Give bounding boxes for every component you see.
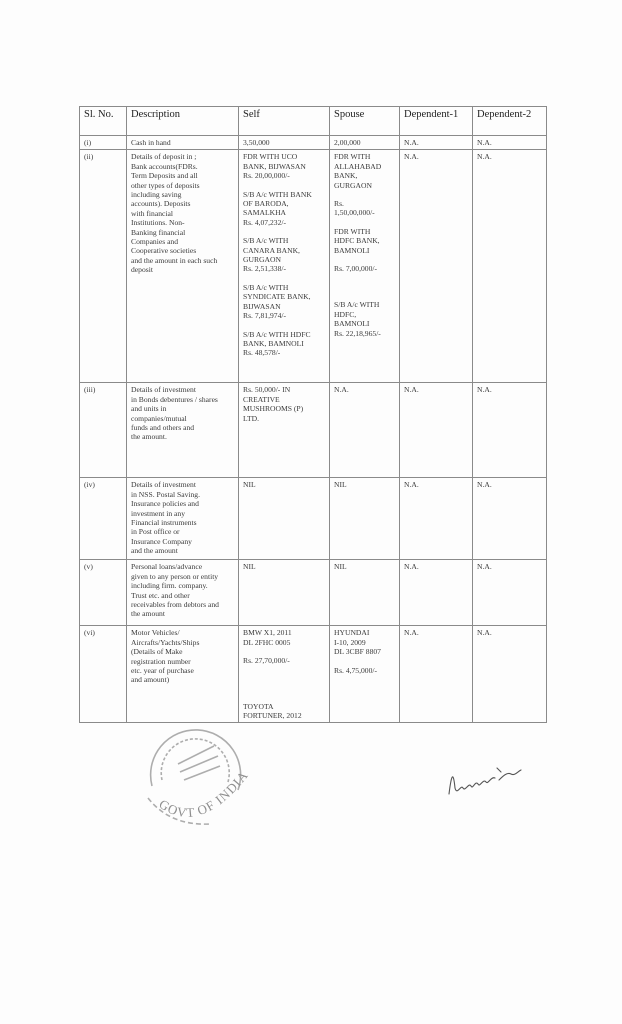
cell-dependent-2 — [473, 560, 547, 626]
cell-dependent-2 — [473, 383, 547, 478]
cell-line: N.A. — [334, 385, 349, 395]
cell-spouse — [330, 383, 400, 478]
cell-line: Rs. 50,000/- IN — [243, 385, 291, 395]
cell-line: NIL — [243, 562, 256, 572]
table-row — [80, 136, 547, 150]
cell-line: HDFC, — [334, 309, 357, 319]
cell-self — [239, 383, 330, 478]
cell-dependent-1 — [400, 136, 473, 150]
line-gap — [243, 647, 325, 656]
cell-line: N.A. — [404, 562, 419, 572]
cell-line: Cash in hand — [131, 138, 171, 147]
cell-line: companies/mutual — [131, 413, 187, 423]
cell-line: Bank accounts(FDRs. — [131, 161, 198, 171]
cell-line: (Details of Make — [131, 647, 183, 657]
cell-line: BANK, BAMNOLI — [243, 338, 304, 348]
cell-line: BAMNOLI — [334, 319, 370, 329]
cell-line: Financial instruments — [131, 518, 197, 528]
header-description: Description — [127, 107, 239, 136]
cell-line: Aircrafts/Yachts/Ships — [131, 637, 200, 647]
cell-line: N.A. — [477, 628, 492, 638]
cell-line: GURGAON — [243, 255, 281, 265]
cell-line: Rs. 48,578/- — [243, 348, 281, 358]
cell-line: MUSHROOMS (P) — [243, 404, 304, 414]
cell-line: S/B A/c WITH HDFC — [243, 329, 311, 339]
header-dependent-2: Dependent-2 — [473, 107, 547, 136]
cell-description — [127, 383, 239, 478]
cell-line: Rs. — [334, 199, 344, 209]
cell-line: CREATIVE — [243, 394, 280, 404]
cell-line: Rs. 4,07,232/- — [243, 217, 287, 227]
header-dependent-1: Dependent-1 — [400, 107, 473, 136]
cell-line: N.A. — [477, 138, 492, 147]
cell-line: N.A. — [477, 385, 492, 395]
line-gap — [243, 684, 325, 693]
line-gap — [243, 321, 325, 330]
cell-line: in Bonds debentures / shares — [131, 394, 218, 404]
cell-line: Rs. 7,81,974/- — [243, 311, 287, 321]
cell-line: 1,50,00,000/- — [334, 208, 375, 218]
cell-description — [127, 560, 239, 626]
stamp-text: GOVT OF INDIA — [156, 767, 252, 821]
cell-self — [239, 136, 330, 150]
cell-line: Details of investment — [131, 385, 196, 395]
cell-line: S/B A/c WITH BANK — [243, 189, 312, 199]
cell-dependent-1 — [400, 626, 473, 723]
cell-line: NIL — [243, 480, 256, 490]
cell-line: and the amount in each such — [131, 255, 218, 265]
cell-line: Rs. 7,00,000/- — [334, 264, 378, 274]
line-gap — [243, 666, 325, 675]
cell-line: N.A. — [477, 562, 492, 572]
cell-line: Rs. 4,75,000/- — [334, 665, 378, 675]
table-header-row — [80, 107, 547, 136]
cell-line: BIJWASAN — [243, 301, 281, 311]
table-row — [80, 150, 547, 383]
table-row — [80, 560, 547, 626]
handwritten-signature — [445, 758, 525, 803]
cell-line: TOYOTA — [243, 701, 274, 711]
cell-dependent-2 — [473, 478, 547, 560]
table-body — [80, 136, 547, 723]
cell-description — [127, 136, 239, 150]
cell-line: Insurance Company — [131, 536, 192, 546]
cell-description — [127, 478, 239, 560]
cell-line: N.A. — [404, 138, 419, 147]
cell-line: BANK, BIJWASAN — [243, 161, 306, 171]
cell-dependent-2 — [473, 136, 547, 150]
cell-line: 3,50,000 — [243, 138, 270, 147]
cell-sl-no: (vi) — [80, 626, 127, 723]
cell-line: HDFC BANK, — [334, 236, 380, 246]
cell-line: N.A. — [404, 385, 419, 395]
cell-sl-no: (v) — [80, 560, 127, 626]
cell-line: DL 2FHC 0005 — [243, 637, 291, 647]
line-gap — [243, 274, 325, 283]
line-gap — [334, 273, 395, 282]
cell-line: FORTUNER, 2012 — [243, 711, 302, 721]
cell-sl-no: (iv) — [80, 478, 127, 560]
table-row — [80, 478, 547, 560]
cell-line: Insurance policies and — [131, 499, 199, 509]
line-gap — [334, 218, 395, 227]
cell-line: FDR WITH — [334, 152, 371, 162]
line-gap — [334, 255, 395, 264]
cell-line: SYNDICATE BANK, — [243, 292, 311, 302]
cell-line: Trust etc. and other — [131, 590, 190, 600]
cell-line: investment in any — [131, 508, 185, 518]
cell-line: N.A. — [477, 152, 492, 162]
cell-line: Details of deposit in ; — [131, 152, 197, 162]
cell-line: and units in — [131, 404, 167, 414]
cell-self — [239, 478, 330, 560]
cell-line: Companies and — [131, 237, 179, 247]
cell-dependent-1 — [400, 478, 473, 560]
cell-line: ALLAHABAD — [334, 161, 382, 171]
cell-spouse — [330, 478, 400, 560]
cell-sl-no: (iii) — [80, 383, 127, 478]
cell-line: S/B A/c WITH — [243, 282, 289, 292]
header-spouse: Spouse — [330, 107, 400, 136]
cell-line: Rs. 20,00,000/- — [243, 171, 290, 181]
line-gap — [334, 190, 395, 199]
cell-line: Motor Vehicles/ — [131, 628, 180, 638]
line-gap — [243, 227, 325, 236]
cell-line: in NSS. Postal Saving. — [131, 489, 200, 499]
cell-line: S/B A/c WITH — [334, 300, 380, 310]
cell-line: BANK, — [334, 171, 358, 181]
cell-line: NIL — [334, 480, 347, 490]
cell-self — [239, 560, 330, 626]
svg-text:GOVT OF INDIA — [156, 767, 251, 820]
cell-sl-no: (i) — [80, 136, 127, 150]
cell-line: Term Deposits and all — [131, 171, 198, 181]
cell-line: and amount) — [131, 675, 170, 685]
cell-line: other types of deposits — [131, 180, 200, 190]
cell-spouse — [330, 560, 400, 626]
header-sl-no: Sl. No. — [80, 107, 127, 136]
cell-line: S/B A/c WITH — [243, 236, 289, 246]
cell-line: in Post office or — [131, 527, 180, 537]
line-gap — [334, 282, 395, 291]
cell-line: DL 3CBF 8807 — [334, 647, 381, 657]
cell-line: Cooperative societies — [131, 246, 197, 256]
cell-line: Rs. 27,70,000/- — [243, 656, 290, 666]
cell-line: Details of investment — [131, 480, 196, 490]
cell-line: BAMNOLI — [334, 245, 370, 255]
cell-line: N.A. — [404, 480, 419, 490]
table-row — [80, 383, 547, 478]
cell-line: receivables from debtors and — [131, 600, 219, 610]
cell-line: accounts). Deposits — [131, 199, 191, 209]
line-gap — [334, 657, 395, 666]
cell-line: funds and others and — [131, 423, 195, 433]
cell-line: N.A. — [404, 152, 419, 162]
cell-spouse — [330, 136, 400, 150]
cell-line: deposit — [131, 265, 153, 275]
cell-line: GURGAON — [334, 180, 372, 190]
line-gap — [243, 181, 325, 190]
cell-line: NIL — [334, 562, 347, 572]
cell-dependent-2 — [473, 150, 547, 383]
cell-line: FDR WITH — [334, 226, 371, 236]
cell-line: I-10, 2009 — [334, 637, 366, 647]
cell-line: Rs. 2,51,338/- — [243, 264, 287, 274]
cell-dependent-1 — [400, 150, 473, 383]
cell-line: etc. year of purchase — [131, 666, 194, 676]
cell-line: Rs. 22,18,965/- — [334, 328, 381, 338]
cell-self — [239, 150, 330, 383]
cell-sl-no: (ii) — [80, 150, 127, 383]
cell-line: including saving — [131, 190, 182, 200]
cell-line: Institutions. Non- — [131, 218, 185, 228]
cell-line: registration number — [131, 656, 191, 666]
cell-line: Personal loans/advance — [131, 562, 203, 572]
cell-description — [127, 150, 239, 383]
cell-line: SAMALKHA — [243, 208, 287, 218]
line-gap — [243, 693, 325, 702]
cell-line: N.A. — [477, 480, 492, 490]
cell-line: including firm. company. — [131, 581, 208, 591]
cell-spouse — [330, 626, 400, 723]
cell-line: LTD. — [243, 413, 259, 423]
cell-line: HYUNDAI — [334, 628, 370, 638]
cell-line: 2,00,000 — [334, 138, 361, 147]
cell-line: Banking financial — [131, 227, 186, 237]
cell-line: and the amount — [131, 546, 178, 556]
line-gap — [334, 291, 395, 300]
official-seal-stamp — [130, 706, 260, 836]
cell-line: BMW X1, 2011 — [243, 628, 292, 638]
cell-dependent-1 — [400, 383, 473, 478]
cell-line: OF BARODA, — [243, 199, 289, 209]
cell-line: the amount — [131, 609, 165, 619]
header-self: Self — [239, 107, 330, 136]
cell-line: CANARA BANK, — [243, 245, 300, 255]
cell-line: N.A. — [404, 628, 419, 638]
cell-line: FDR WITH UCO — [243, 152, 298, 162]
cell-line: the amount. — [131, 432, 167, 442]
cell-dependent-1 — [400, 560, 473, 626]
assets-table — [79, 106, 547, 723]
line-gap — [243, 675, 325, 684]
cell-spouse — [330, 150, 400, 383]
cell-dependent-2 — [473, 626, 547, 723]
cell-line: with financial — [131, 208, 173, 218]
cell-line: given to any person or entity — [131, 571, 219, 581]
